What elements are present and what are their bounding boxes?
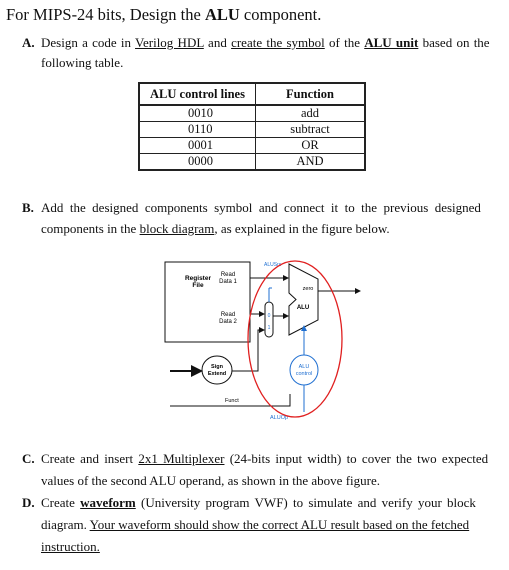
svg-text:Extend: Extend bbox=[207, 371, 227, 377]
register-file-box bbox=[165, 262, 250, 342]
part-d-line2: diagram. Your waveform should show the correct ALU result based on the fetched bbox=[41, 517, 470, 532]
part-d-line1: Create waveform (University program VWF) to simulate and verify your block bbox=[41, 495, 476, 510]
alu-control-table bbox=[138, 82, 366, 171]
read-data-2-label: Read bbox=[220, 312, 236, 318]
part-b-line2: components in the block diagram, as explained in the figure below. bbox=[41, 221, 390, 236]
part-c-line1: Create and insert 2x1 Multiplexer (24-bits input width) to cover the two expected bbox=[41, 451, 489, 466]
part-c-letter: C. bbox=[22, 451, 35, 466]
read-data-1-label: Read bbox=[220, 272, 236, 278]
col-header-control: ALU control lines bbox=[139, 83, 256, 105]
table-row: 0110 subtract bbox=[139, 122, 365, 138]
alu-unit bbox=[289, 264, 318, 335]
alu-label: ALU bbox=[296, 305, 310, 311]
part-a-letter: A. bbox=[22, 35, 35, 50]
block-diagram bbox=[160, 254, 370, 424]
svg-text:control: control bbox=[295, 371, 313, 377]
alu-control bbox=[290, 355, 318, 385]
table-header-row bbox=[139, 83, 365, 105]
svg-text:Data 2: Data 2 bbox=[219, 319, 237, 325]
part-b-letter: B. bbox=[22, 200, 34, 215]
part-a-line2: following table. bbox=[41, 55, 124, 70]
svg-text:Sign: Sign bbox=[211, 364, 223, 370]
table-row: 0010 add bbox=[139, 105, 365, 122]
part-c-line2: values of the second ALU operand, as shown in the above figure. bbox=[41, 473, 380, 488]
svg-text:File: File bbox=[192, 282, 204, 289]
svg-text:0: 0 bbox=[267, 313, 271, 319]
svg-text:ALU: ALU bbox=[298, 364, 310, 370]
part-d-line3: instruction. bbox=[41, 539, 100, 554]
page-title: For MIPS-24 bits, Design the ALU component. bbox=[6, 5, 322, 24]
part-b-line1: Add the designed components symbol and connect it to the previous designed bbox=[41, 200, 481, 215]
aluop-label: ALUOp bbox=[270, 415, 289, 421]
table-row: 0000 AND bbox=[139, 154, 365, 171]
zero-label: zero bbox=[302, 286, 314, 292]
table-row: 0001 OR bbox=[139, 138, 365, 154]
verilog-link: Verilog HDL bbox=[135, 35, 204, 50]
sign-extend bbox=[202, 356, 232, 384]
svg-text:1: 1 bbox=[267, 325, 271, 331]
svg-text:Data 1: Data 1 bbox=[219, 279, 237, 285]
part-d-letter: D. bbox=[22, 495, 35, 510]
funct-label: Funct bbox=[225, 398, 239, 404]
register-file-label: Register bbox=[184, 275, 212, 282]
part-a-line1: Design a code in Verilog HDL and create the symbol of the ALU unit based on the bbox=[41, 35, 490, 50]
alusrc-label: ALUSrc bbox=[264, 262, 282, 268]
col-header-function: Function bbox=[256, 83, 366, 105]
mux-2x1 bbox=[265, 302, 273, 337]
